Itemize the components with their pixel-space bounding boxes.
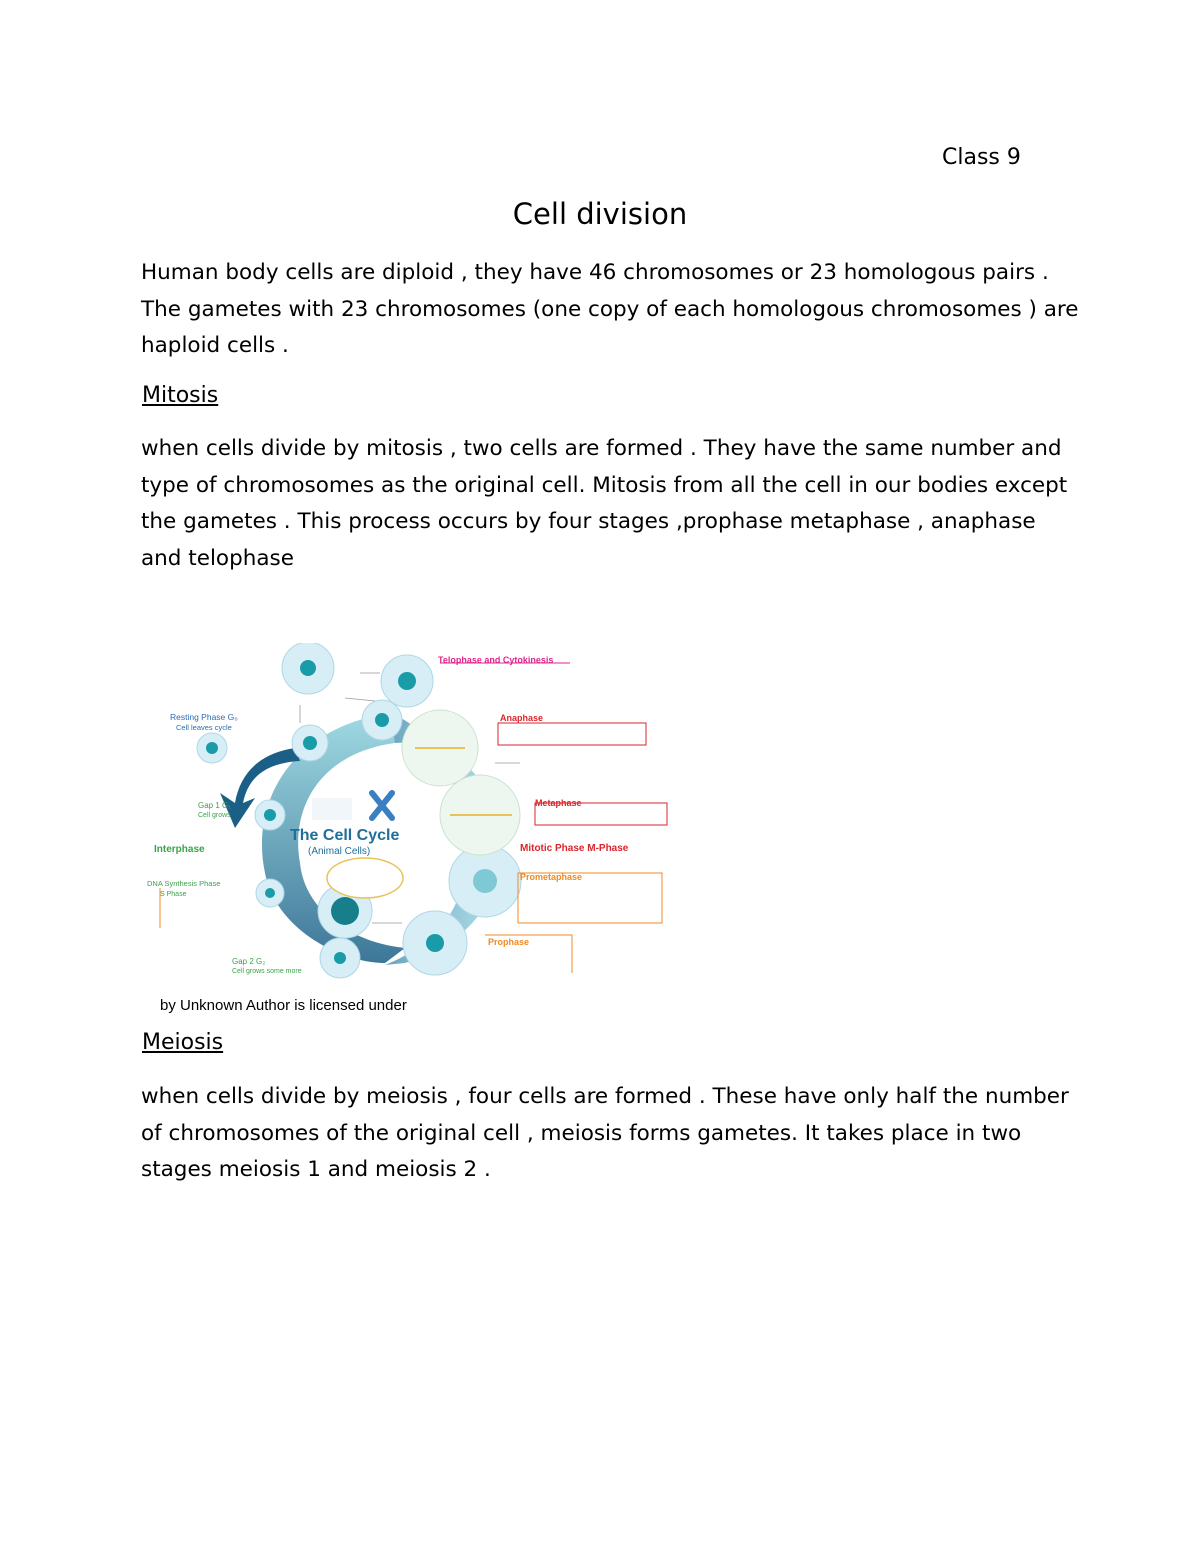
cell-icon bbox=[440, 775, 520, 855]
cell-icon bbox=[402, 710, 478, 786]
chromosome-icon bbox=[372, 793, 392, 818]
gap2-sub-label: Cell grows some more bbox=[232, 968, 302, 975]
cell-icon bbox=[197, 733, 227, 763]
diagram-subtitle: (Animal Cells) bbox=[308, 846, 371, 857]
synthesis-s-label: S Phase bbox=[160, 891, 187, 898]
centrosome-icon bbox=[327, 858, 403, 898]
mitosis-heading: Mitosis bbox=[142, 383, 219, 408]
meiosis-paragraph: when cells divide by meiosis , four cells are formed . These have only half the number of chromosomes of the original cell , meiosis forms gametes. It takes place in two stages meiosis 1 and meiosis 2 . bbox=[141, 1084, 1069, 1182]
cell-icon bbox=[403, 911, 467, 975]
gap1-sub-label: Cell grows bbox=[198, 812, 231, 819]
resting-sub-label: Cell leaves cycle bbox=[176, 723, 232, 732]
mitosis-paragraph: when cells divide by mitosis , two cells are formed . They have the same number and type of chromosomes as the original cell. Mitosis from all the cell in our bodies except the gametes . This process occurs by four stages ,prophase metaphase , anaphase and telophase bbox=[141, 436, 1068, 571]
note-box bbox=[312, 798, 352, 820]
cell-icon bbox=[292, 725, 328, 761]
intro-paragraph: Human body cells are diploid , they have 46 chromosomes or 23 homologous pairs . The gametes with 23 chromosomes (one copy of each homologous chromosomes ) are haploid cells . bbox=[141, 260, 1079, 358]
meiosis-heading: Meiosis bbox=[142, 1030, 224, 1055]
cell-cycle-figure bbox=[140, 643, 680, 983]
image-caption: by Unknown Author is licensed under bbox=[160, 997, 407, 1014]
diagram-title: The Cell Cycle bbox=[290, 827, 400, 844]
cell-icon bbox=[449, 845, 521, 917]
cell-icon bbox=[282, 643, 334, 694]
label-lines-red bbox=[498, 723, 667, 825]
cell-icon bbox=[256, 879, 284, 907]
prometaphase-label: Prometaphase bbox=[520, 872, 583, 882]
resting-label: Resting Phase G₀ bbox=[170, 712, 238, 722]
telophase-label: Telophase and Cytokinesis bbox=[438, 655, 554, 665]
class-label: Class 9 bbox=[942, 145, 1021, 170]
page-title: Cell division bbox=[512, 197, 688, 231]
mitotic-phase-label: Mitotic Phase M-Phase bbox=[520, 843, 629, 854]
gap2-label: Gap 2 G₂ bbox=[232, 957, 266, 966]
cell-icon bbox=[381, 655, 433, 707]
cell-cycle-diagram bbox=[140, 643, 680, 983]
metaphase-label: Metaphase bbox=[535, 798, 582, 808]
cell-icon bbox=[362, 700, 402, 740]
synthesis-label: DNA Synthesis Phase bbox=[147, 879, 221, 888]
prophase-label: Prophase bbox=[488, 937, 530, 947]
anaphase-label: Anaphase bbox=[500, 713, 544, 723]
cell-icon bbox=[255, 800, 285, 830]
cell-icon bbox=[320, 938, 360, 978]
interphase-label: Interphase bbox=[154, 844, 205, 855]
gap1-label: Gap 1 G₁ bbox=[198, 801, 231, 810]
